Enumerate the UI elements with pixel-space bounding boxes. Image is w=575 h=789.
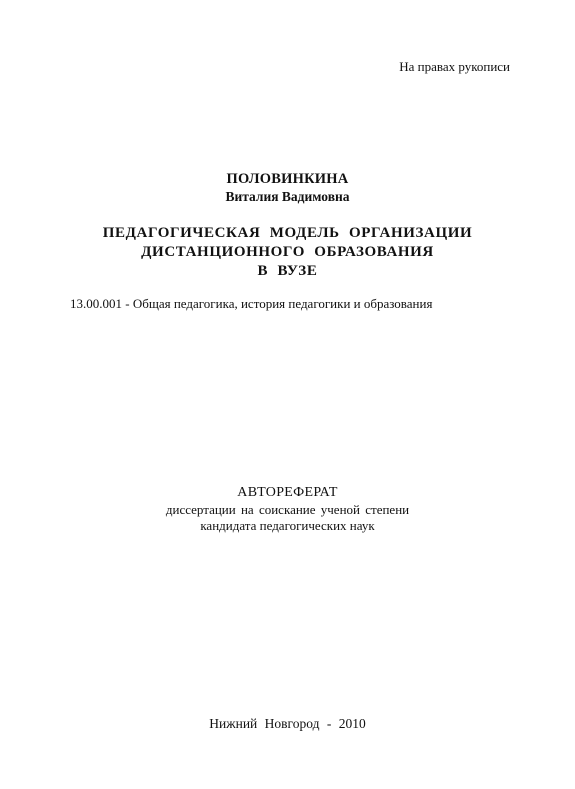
- dissertation-title-line-3: В ВУЗЕ: [257, 263, 318, 279]
- document-type: АВТОРЕФЕРАТ: [237, 485, 338, 500]
- place-and-year: Нижний Новгород - 2010: [209, 716, 366, 731]
- dissertation-title-line-1: ПЕДАГОГИЧЕСКАЯ МОДЕЛЬ ОРГАНИЗАЦИИ: [102, 225, 473, 241]
- author-surname: ПОЛОВИНКИНА: [226, 171, 349, 187]
- document-description-line-2: кандидата педагогических наук: [200, 518, 375, 533]
- author-given-names: Виталия Вадимовна: [225, 189, 350, 204]
- manuscript-rights-note: На правах рукописи: [399, 59, 510, 74]
- document-description-line-1: диссертации на соискание ученой степени: [165, 502, 410, 517]
- dissertation-title-line-2: ДИСТАНЦИОННОГО ОБРАЗОВАНИЯ: [141, 244, 434, 260]
- specialty-code: 13.00.001 - Общая педагогика, история педагогики и образования: [70, 296, 433, 311]
